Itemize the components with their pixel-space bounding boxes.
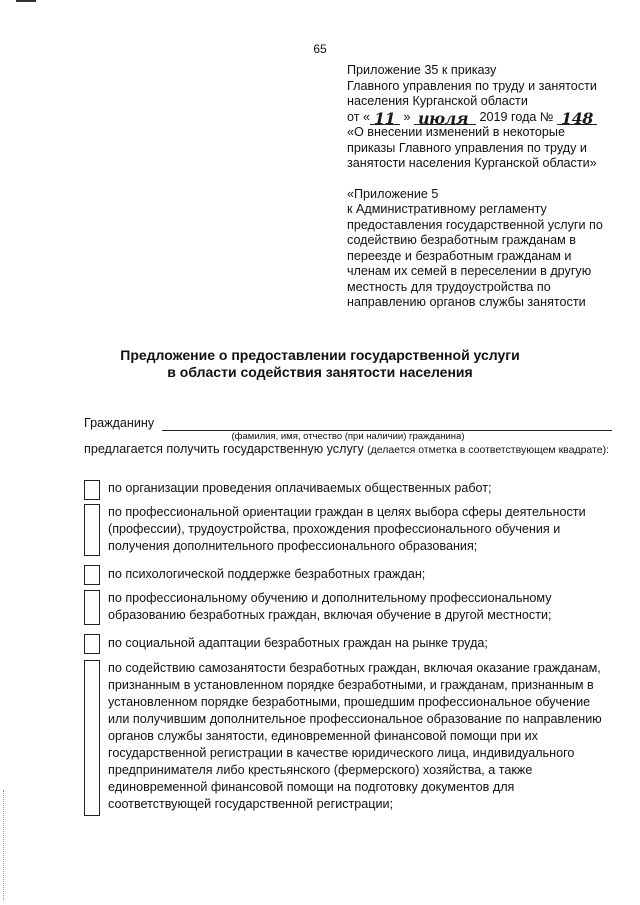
option-social-adaptation [84, 633, 610, 655]
title-line: в области содействия занятости населения [167, 364, 473, 380]
date-year-text: 2019 года № [479, 109, 554, 124]
appendix-line: членам их семей в переселении в другую [347, 264, 592, 278]
header-line: приказы Главного управления по труду и [347, 140, 587, 155]
option-checkbox[interactable] [84, 565, 100, 585]
citizen-label: Гражданину [84, 416, 155, 430]
option-professional-training [84, 590, 610, 626]
appendix-line: содействию безработным гражданам в [347, 233, 576, 247]
date-day-blank [370, 108, 400, 128]
option-text [108, 504, 610, 555]
option-line: по профессиональному обучению и дополнительному профессиональному [108, 591, 552, 605]
option-line: единовременной финансовой помощи на подготовку документов для [108, 780, 515, 794]
option-career-guidance [84, 504, 610, 558]
option-text [108, 566, 610, 583]
option-line: государственной регистрации в качестве юридического лица, индивидуального [108, 746, 575, 760]
option-line: по социальной адаптации безработных граждан на рынке труда; [108, 636, 488, 650]
option-checkbox[interactable] [84, 504, 100, 556]
appendix-line: направлению органов службы занятости [347, 295, 586, 309]
option-line: образованию безработных граждан, включая обучение в другой местности; [108, 608, 552, 622]
document-title [0, 347, 640, 381]
option-checkbox[interactable] [84, 480, 100, 500]
order-number-blank [557, 108, 597, 128]
appendix-line: переезде и безработным гражданам и [347, 248, 572, 263]
option-line: получения дополнительного профессионального образования; [108, 539, 478, 553]
option-line: (профессии), трудоустройства, прохождения профессионального обучения и [108, 522, 561, 536]
header-line: населения Курганской области [347, 94, 528, 108]
offer-main: предлагается получить государственную услугу [84, 442, 364, 456]
option-checkbox[interactable] [84, 634, 100, 654]
order-number-handwritten: 148 [560, 108, 593, 128]
header-line: «О внесении изменений в некоторые [347, 125, 565, 139]
option-line: или получившим дополнительное профессиональное образование по направлению [108, 712, 602, 726]
appendix-line: «Приложение 5 [347, 186, 439, 201]
document-header [347, 63, 609, 311]
header-line: Приложение 35 к приказу [347, 63, 497, 77]
option-public-works [84, 479, 610, 501]
appendix-line: местность для трудоустройства по [347, 279, 551, 294]
option-text [108, 660, 610, 813]
option-line: органов службы занятости, единовременной финансовой помощи при их [108, 729, 538, 743]
option-line: по психологической поддержке безработных граждан; [108, 567, 426, 581]
page-number: 65 [313, 42, 327, 56]
header-line: занятости населения Курганской области» [347, 156, 597, 170]
option-line: по организации проведения оплачиваемых общественных работ; [108, 481, 492, 495]
option-line: признанным в установленном порядке безработными, и гражданам, признанным в [108, 678, 594, 692]
date-prefix: от « [347, 109, 370, 124]
option-line: по содействию самозанятости безработных граждан, включая оказание гражданам, [108, 661, 601, 675]
date-mid: » [403, 109, 411, 124]
title-line: Предложение о предоставлении государственной услуги [120, 347, 520, 363]
citizen-row [84, 416, 612, 430]
offer-text [84, 442, 610, 457]
option-checkbox[interactable] [84, 660, 100, 816]
header-date-line [347, 110, 609, 126]
date-month-blank [414, 108, 476, 128]
option-text [108, 635, 610, 652]
option-self-employment [84, 660, 610, 818]
date-day-handwritten: 11 [374, 108, 396, 128]
citizen-name-hint: (фамилия, имя, отчество (при наличии) гражданина) [231, 431, 465, 442]
option-line: установленном порядке безработными, прошедшим профессиональное обучение [108, 695, 591, 709]
offer-note: (делается отметка в соответствующем квадрате): [367, 444, 609, 456]
appendix-line: к Административному регламенту [347, 202, 547, 216]
option-text [108, 590, 610, 624]
appendix-line: предоставления государственной услуги по [347, 217, 603, 232]
option-line: предпринимателя либо крестьянского (фермерского) хозяйства, а также [108, 763, 533, 777]
option-line: по профессиональной ориентации граждан в целях выбора сферы деятельности [108, 505, 586, 519]
option-checkbox[interactable] [84, 590, 100, 625]
option-line: соответствующей государственной регистрации; [108, 797, 394, 811]
header-line: Главного управления по труду и занятости [347, 78, 597, 93]
scan-corner-mark [16, 0, 36, 2]
date-month-handwritten: июля [418, 108, 469, 128]
option-text [108, 480, 610, 497]
scan-edge-artifact [3, 790, 6, 900]
option-psychological-support [84, 564, 610, 586]
